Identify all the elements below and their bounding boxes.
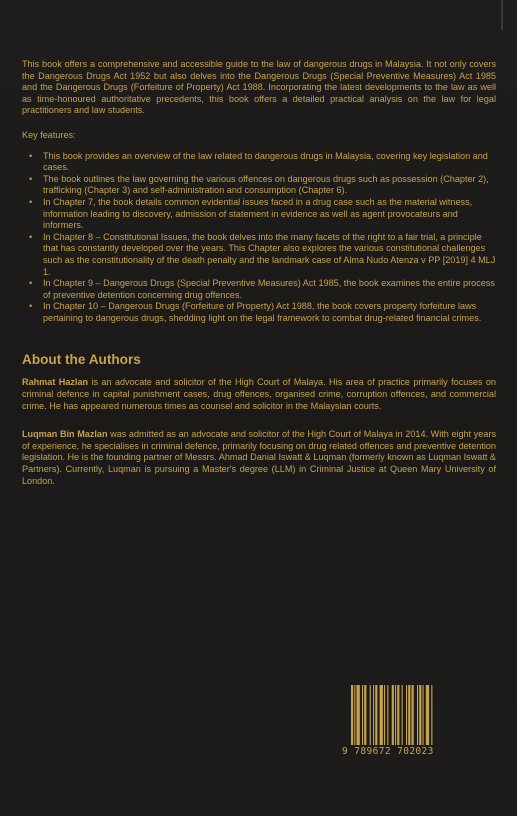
barcode-bar — [364, 685, 366, 745]
feature-text: The book outlines the law governing the various offences on dangerous drugs such as possession (Chapter 2), trafficking (Chapter 3) and self-administration and consumption (Chapter 6). — [43, 173, 489, 196]
barcode-bar — [412, 685, 414, 745]
author-name: Luqman Bin Mazlan — [22, 429, 108, 440]
bullet-icon: • — [29, 231, 33, 242]
barcode-bar — [419, 685, 421, 745]
barcode-bar — [387, 685, 388, 745]
feature-item — [29, 196, 496, 232]
key-features-label: Key features: — [22, 129, 76, 140]
feature-item — [29, 231, 496, 278]
barcode-bar — [384, 685, 385, 745]
feature-text: In Chapter 8 – Constitutional Issues, the book delves into the many facets of the right to a fair trial, a principle that has constantly developed over the years. This Chapter also explores the various constitutional challenges such as the constitutionality of the death penalty and the landmark case of Alma Nudo Atenza v PP [2019] 4 MLJ 1. — [43, 231, 496, 277]
bullet-icon: • — [29, 278, 33, 289]
barcode-bar — [426, 685, 429, 745]
about-authors-heading: About the Authors — [22, 352, 141, 368]
barcode-bar — [375, 685, 377, 745]
bullet-icon: • — [29, 301, 33, 312]
isbn-number: 9 789672 702023 — [342, 746, 434, 757]
author-bio — [22, 429, 496, 487]
barcode-bar — [423, 685, 424, 745]
isbn-barcode — [340, 685, 455, 762]
author-bio-text: was admitted as an advocate and solicitor of the High Court of Malaya in 2014. With eight years of experience, he specialises in criminal defence, primarily focusing on drug related offences and preventive detention legislation. He is the founding partner of Messrs. Ahmad Danial Iswatt & Luqman (formerly known as Luqman Iswatt & Partners). Currently, Luqman is pursuing a Master's degree (LLM) in Criminal Justice at Queen Mary University of London. — [22, 429, 496, 486]
barcode-bar — [362, 685, 363, 745]
bullet-icon: • — [29, 196, 33, 207]
spine-edge — [501, 0, 503, 30]
barcode-bar — [431, 685, 432, 745]
barcode-bar — [370, 685, 371, 745]
key-features-list — [22, 151, 496, 325]
feature-item — [29, 301, 496, 324]
barcode-bar — [402, 685, 403, 745]
barcode-bar — [380, 685, 383, 745]
feature-item — [29, 278, 496, 301]
barcode-bar — [351, 685, 353, 745]
back-cover-text — [22, 59, 496, 487]
feature-text: In Chapter 9 – Dangerous Drugs (Special Preventive Measures) Act 1985, the book examines the entire process of preventive detention concerning drug offences. — [43, 278, 495, 300]
feature-item — [29, 150, 496, 174]
barcode-bar — [397, 685, 399, 745]
bullet-icon: • — [29, 150, 33, 161]
barcode-bar — [392, 685, 394, 745]
author-name: Rahmat Hazlan — [22, 377, 89, 388]
author-bio — [22, 377, 496, 412]
feature-item — [29, 173, 496, 197]
author-bio-text: is an advocate and solicitor of the High Court of Malaya. His area of practice primarily focuses on criminal defence in capital punishment cases, drug offences, organised crime, corruption offences, and commercial crime. He has appeared numerous times as counsel and solicitor in the Malaysian courts. — [22, 377, 496, 411]
feature-text: In Chapter 10 – Dangerous Drugs (Forfeiture of Property) Act 1988, the book covers property forfeiture laws pertaining to dangerous drugs, shedding light on the legal framework to combat drug-related financial crimes. — [43, 301, 482, 323]
feature-text: In Chapter 7, the book details common evidential issues faced in a drug case such as the material witness, information leading to discovery, admission of statement in evidence as well as agent provocateurs and informers. — [43, 196, 473, 231]
barcode-bar — [373, 685, 374, 745]
barcode-bar — [357, 685, 360, 745]
book-description: This book offers a comprehensive and accessible guide to the law of dangerous drugs in Malaysia. It not only covers the Dangerous Drugs Act 1952 but also delves into the Dangerous Drugs (Special Preventive Measures) Act 1985 and the Dangerous Drugs (Forfeiture of Property) Act 1988. Incorporating the latest developments to the law as well as time-honoured authoritative precedents, this book offers a detailed practical analysis on the law for legal practitioners and law students. — [22, 59, 496, 116]
barcode-icon — [351, 685, 452, 745]
barcode-bar — [354, 685, 355, 745]
barcode-bar — [395, 685, 396, 745]
barcode-bar — [417, 685, 418, 745]
bullet-icon: • — [29, 173, 33, 184]
barcode-bar — [408, 685, 410, 745]
feature-text: This book provides an overview of the law related to dangerous drugs in Malaysia, covering key legislation and cases. — [43, 150, 488, 173]
barcode-bar — [406, 685, 407, 745]
